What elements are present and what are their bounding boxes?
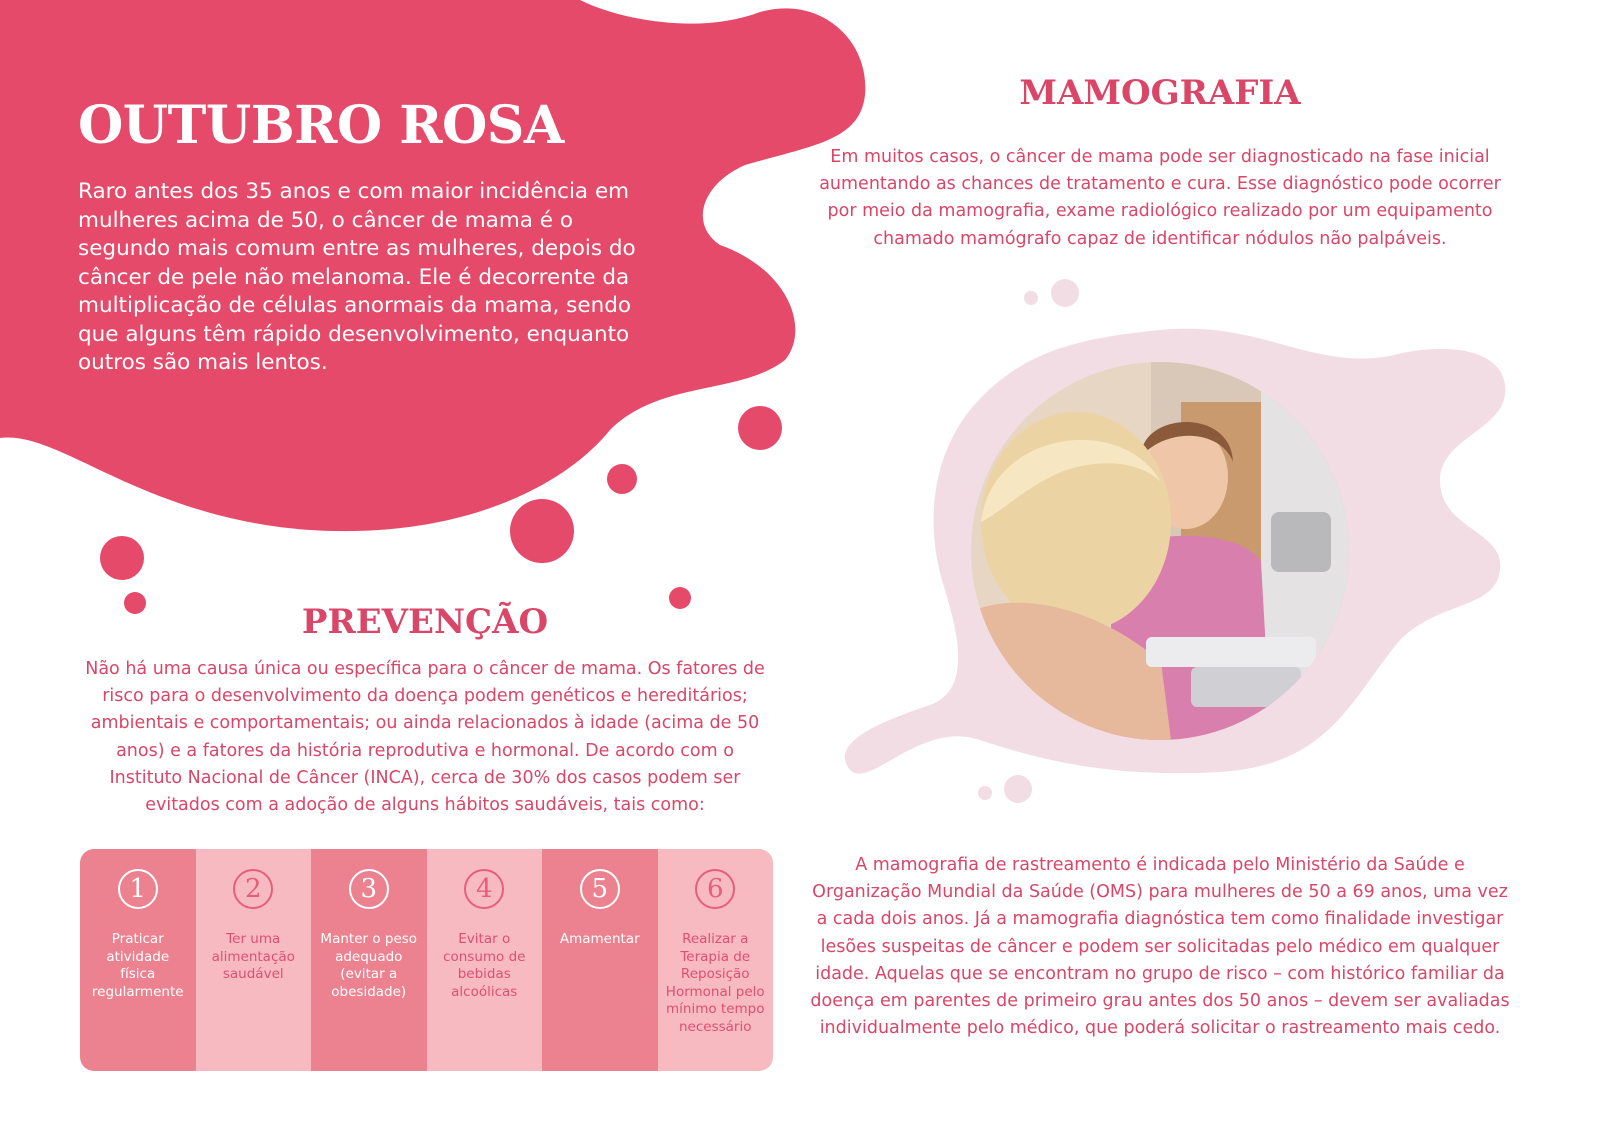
mamografia-paragraph: Em muitos casos, o câncer de mama pode ser diagnosticado na fase inicial aumentando as chances de tratamento e cura. Esse diagnóstico pode ocorrer por meio da mamografia, exame radiológico realizado por um equipamento chamado mamógrafo capaz de identificar nódulos não palpáveis. <box>819 147 1501 249</box>
decor-dot <box>607 464 637 494</box>
number-2-icon: 2 <box>233 869 273 909</box>
number-1-icon: 1 <box>118 869 158 909</box>
tip-label: Praticar atividade física regularmente <box>91 931 184 1000</box>
tip-label: Manter o peso adequado (evitar a obesidade) <box>320 931 418 1000</box>
number-4-icon: 4 <box>464 869 504 909</box>
decor-dot <box>1051 279 1079 307</box>
tip-card <box>196 849 312 1071</box>
decor-dot <box>510 499 574 563</box>
prevencao-paragraph: Não há uma causa única ou específica para o câncer de mama. Os fatores de risco para o desenvolvimento da doença podem genéticos e hereditários; ambientais e comportamentais; ou ainda relacionados à idade (acima de 50 anos) e a fatores da história reprodutiva e hormonal. De acordo com o Instituto Nacional de Câncer (INCA), cerca de 30% dos casos podem ser evitados com a adoção de alguns hábitos saudáveis, tais como: <box>85 659 765 816</box>
decor-dot <box>978 786 992 800</box>
intro-paragraph: Raro antes dos 35 anos e com maior incidência em mulheres acima de 50, o câncer de mama é o segundo mais comum entre as mulheres, depois do câncer de pele não melanoma. Ele é decorrente da multiplicação de células anormais da mama, sendo que alguns têm rápido desenvolvimento, enquanto outros são mais lentos. <box>78 179 636 375</box>
tip-card <box>542 849 658 1071</box>
prevencao-title: PREVENÇÃO <box>301 602 549 642</box>
mamografia-title: MAMOGRAFIA <box>1019 73 1301 113</box>
decor-dot <box>1004 775 1032 803</box>
tip-label: Realizar a Terapia de Reposição Hormonal pelo mínimo tempo necessário <box>665 931 765 1035</box>
number-5-icon: 5 <box>580 869 620 909</box>
tip-label: Amamentar <box>559 931 640 947</box>
mamografia-rastreamento-paragraph: A mamografia de rastreamento é indicada pelo Ministério da Saúde e Organização Mundial da Saúde (OMS) para mulheres de 50 a 69 anos, uma vez a cada dois anos. Já a mamografia diagnóstica tem como finalidade investigar lesões suspeitas de câncer e podem ser solicitadas pelo médico em qualquer idade. Aquelas que se encontram no grupo de risco – com histórico familiar da doença em parentes de primeiro grau antes dos 50 anos – devem ser avaliadas individualmente pelo médico, que poderá solicitar o rastreamento mais cedo. <box>810 855 1510 1039</box>
number-3-icon: 3 <box>349 869 389 909</box>
number-6-icon: 6 <box>695 869 735 909</box>
decor-dot <box>100 536 144 580</box>
tips-strip <box>80 849 773 1071</box>
decor-dot <box>1024 291 1038 305</box>
tip-label: Ter uma alimentação saudável <box>211 931 295 982</box>
tip-card <box>80 849 196 1071</box>
mammography-photo <box>971 362 1349 740</box>
tip-label: Evitar o consumo de bebidas alcoólicas <box>443 931 526 1000</box>
decor-dot <box>738 406 782 450</box>
tip-card <box>311 849 427 1071</box>
page-title: OUTUBRO ROSA <box>78 95 564 156</box>
tip-card <box>427 849 543 1071</box>
tip-card <box>658 849 774 1071</box>
